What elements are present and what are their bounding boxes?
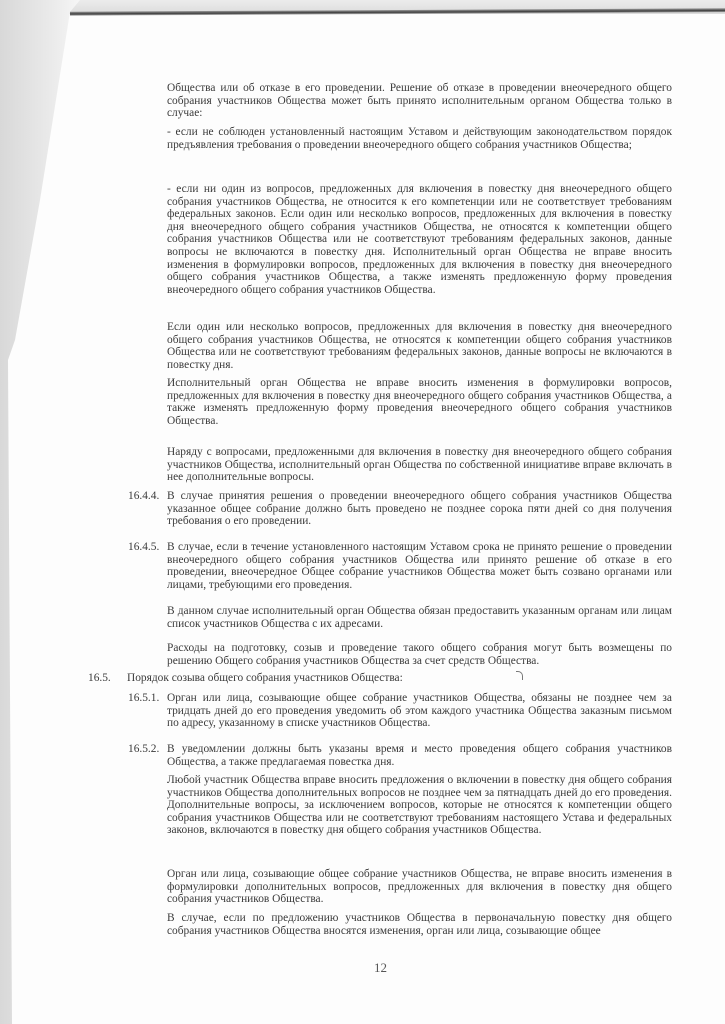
paragraph: Орган или лица, созывающие общее собрание участников Общества, не вправе вносить изменения в формулировки дополнительных вопросов, предложенных для включения в повестку дня общего собрания участников Общества. (167, 868, 672, 906)
paragraph: - если не соблюден установленный настоящим Уставом и действующим законодательством порядок предъявления требования о проведении внеочередного общего собрания участников Общества; (167, 126, 672, 151)
paragraph: Наряду с вопросами, предложенными для включения в повестку дня внеочередного общего собрания участников Общества, исполнительный орган Общества по собственной инициативе вправе включать в нее дополнительные вопросы. (167, 446, 672, 484)
section-title: Порядок созыва общего собрания участников Общества: (127, 672, 403, 684)
clause-text: В случае, если в течение установленного настоящим Уставом срока не принято решение о проведении внеочередного общего собрания участников Общества или принято решение об отказе в его проведении, внеочередное Общее собрание участников Общества может быть созвано органами или лицами, требующими его проведения. (167, 541, 672, 591)
paragraph: Исполнительный орган Общества не вправе вносить изменения в формулировки вопросов, предложенных для включения в повестку дня внеочередного общего собрания участников Общества, а также изменять предложенную форму проведения внеочередного общего собрания участников Общества. (167, 377, 672, 427)
section-number: 16.5. (88, 672, 111, 684)
clause-text: В случае принятия решения о проведении внеочередного общего собрания участников Общества указанное общее собрание должно быть проведено не позднее сорока пяти дней со дня получения требования о его проведении. (167, 490, 672, 528)
clause-number: 16.4.4. (128, 490, 160, 502)
clause-number: 16.4.5. (128, 541, 160, 553)
paragraph: Любой участник Общества вправе вносить предложения о включении в повестку дня общего собрания участников Общества дополнительных вопросов не позднее чем за пятнадцать дней до его проведения. Дополнительные вопросы, за исключением вопросов, которые не относятся к компетенции общего собрания участников Общества или не соответствуют требованиям настоящего Устава и федеральных законов, включаются в повестку дня общего собрания участников Общества. (167, 774, 672, 837)
paragraph: Расходы на подготовку, созыв и проведение такого общего собрания могут быть возмещены по решению Общего собрания участников Общества за счет средств Общества. (167, 642, 672, 667)
scan-artifact-mark (516, 671, 523, 680)
paragraph: В данном случае исполнительный орган Общества обязан предоставить указанным органам или лицам список участников Общества с их адресами. (167, 605, 672, 630)
subclause-number: 16.5.2. (128, 743, 160, 755)
paragraph: В случае, если по предложению участников Общества в первоначальную повестку дня общего собрания участников Общества вносятся изменения, орган или лица, созывающие общее (167, 912, 672, 937)
subclause-text: В уведомлении должны быть указаны время и место проведения общего собрания участников Общества, а также предлагаемая повестка дня. (167, 743, 672, 768)
paragraph: Общества или об отказе в его проведении. Решение об отказе в проведении внеочередного общего собрания участников Общества может быть принято исполнительным органом Общества только в случае: (167, 82, 672, 120)
page-number: 12 (374, 960, 387, 975)
subclause-number: 16.5.1. (128, 692, 160, 704)
paragraph: Если один или несколько вопросов, предложенных для включения в повестку дня внеочередного общего собрания участников Общества, не относятся к компетенции общего собрания участников Общества или не соответствуют требованиям федеральных законов, данные вопросы не включаются в повестку дня. (167, 321, 672, 371)
paragraph: - если ни один из вопросов, предложенных для включения в повестку дня внеочередного общего собрания участников Общества, не относится к его компетенции или не соответствует требованиям федеральных законов. Если один или несколько вопросов, предложенных для включения в повестку дня внеочередного общего собрания участников Общества, не относятся к компетенции общего собрания участников Общества или не соответствуют требованиям федеральных законов, данные вопросы не включаются в повестку дня. Исполнительный орган Общества не вправе вносить изменения в формулировки вопросов, предложенных для включения в повестку дня внеочередного общего собрания участников Общества, а также изменять предложенную форму проведения внеочередного общего собрания участников Общества. (167, 183, 672, 296)
subclause-text: Орган или лица, созывающие общее собрание участников Общества, обязаны не позднее чем за тридцать дней до его проведения уведомить об этом каждого участника Общества заказным письмом по адресу, указанному в списке участников Общества. (167, 692, 672, 730)
